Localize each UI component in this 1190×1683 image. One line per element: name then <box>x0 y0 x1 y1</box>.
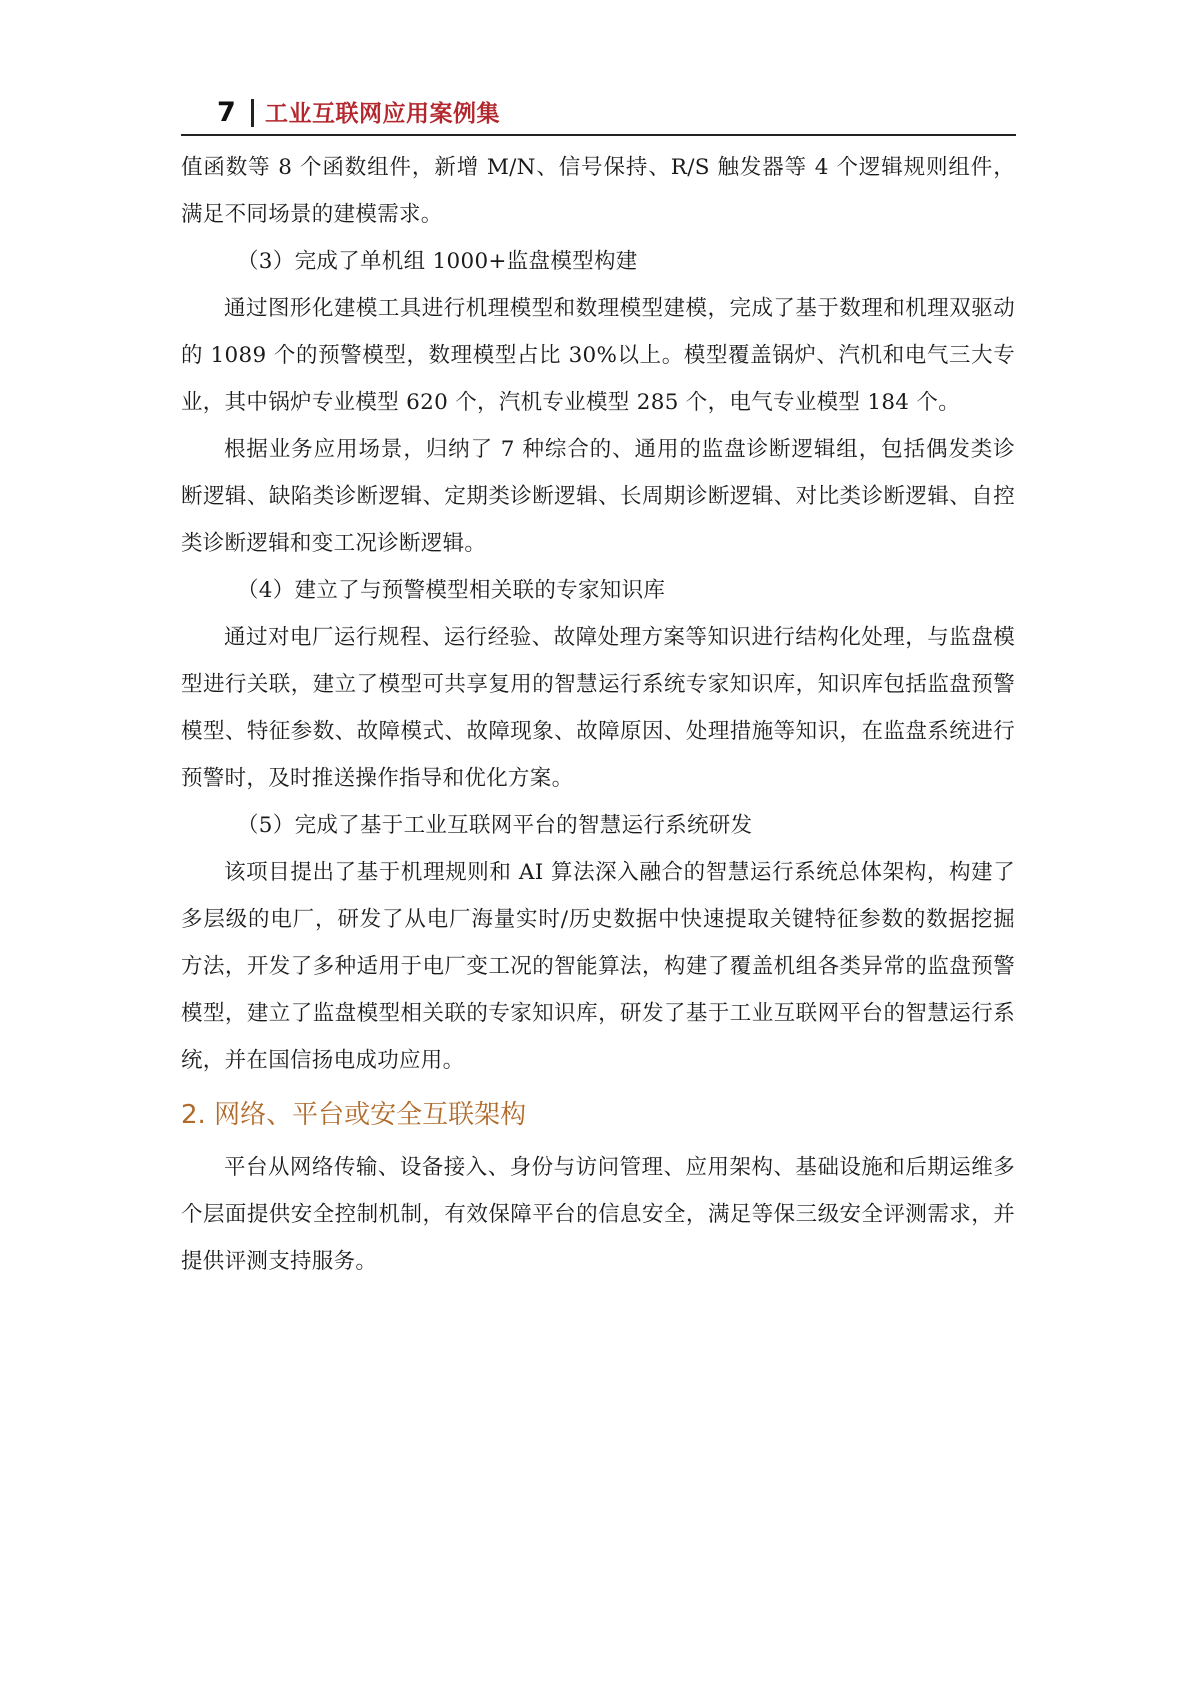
subheading-3: （3）完成了单机组 1000+监盘模型构建 <box>237 249 638 274</box>
paragraph-continued: 值函数等 8 个函数组件，新增 M/N、信号保持、R/S 触发器等 4 个逻辑规则组件，满足不同场景的建模需求。 <box>181 155 1016 227</box>
page-header <box>181 94 1016 136</box>
paragraph-3a: 通过图形化建模工具进行机理模型和数理模型建模，完成了基于数理和机理双驱动的 1089 个的预警模型，数理模型占比 30%以上。模型覆盖锅炉、汽机和电气三大专业，其中锅炉专业模型 620 个，汽机专业模型 285 个，电气专业模型 184 个。 <box>181 296 1015 415</box>
paragraph-4: 通过对电厂运行规程、运行经验、故障处理方案等知识进行结构化处理，与监盘模型进行关联，建立了模型可共享复用的智慧运行系统专家知识库，知识库包括监盘预警模型、特征参数、故障模式、故障现象、故障原因、处理措施等知识，在监盘系统进行预警时，及时推送操作指导和优化方案。 <box>181 625 1015 791</box>
subheading-4: （4）建立了与预警模型相关联的专家知识库 <box>237 578 666 603</box>
paragraph-5: 该项目提出了基于机理规则和 AI 算法深入融合的智慧运行系统总体架构，构建了多层级的电厂，研发了从电厂海量实时/历史数据中快速提取关键特征参数的数据挖掘方法，开发了多种适用于电厂变工况的智能算法，构建了覆盖机组各类异常的监盘预警模型，建立了监盘模型相关联的专家知识库，研发了基于工业互联网平台的智慧运行系统，并在国信扬电成功应用。 <box>181 860 1015 1073</box>
page-number: 7 <box>217 97 236 128</box>
header-divider <box>251 99 254 127</box>
section-heading-2: 2. 网络、平台或安全互联架构 <box>181 1100 527 1130</box>
paragraph-3b: 根据业务应用场景，归纳了 7 种综合的、通用的监盘诊断逻辑组，包括偶发类诊断逻辑、缺陷类诊断逻辑、定期类诊断逻辑、长周期诊断逻辑、对比类诊断逻辑、自控类诊断逻辑和变工况诊断逻辑。 <box>181 437 1015 556</box>
page-content <box>181 144 1015 1285</box>
subheading-5: （5）完成了基于工业互联网平台的智慧运行系统研发 <box>237 813 753 838</box>
header-title: 工业互联网应用案例集 <box>265 101 500 127</box>
paragraph-6: 平台从网络传输、设备接入、身份与访问管理、应用架构、基础设施和后期运维多个层面提供安全控制机制，有效保障平台的信息安全，满足等保三级安全评测需求，并提供评测支持服务。 <box>181 1155 1015 1274</box>
